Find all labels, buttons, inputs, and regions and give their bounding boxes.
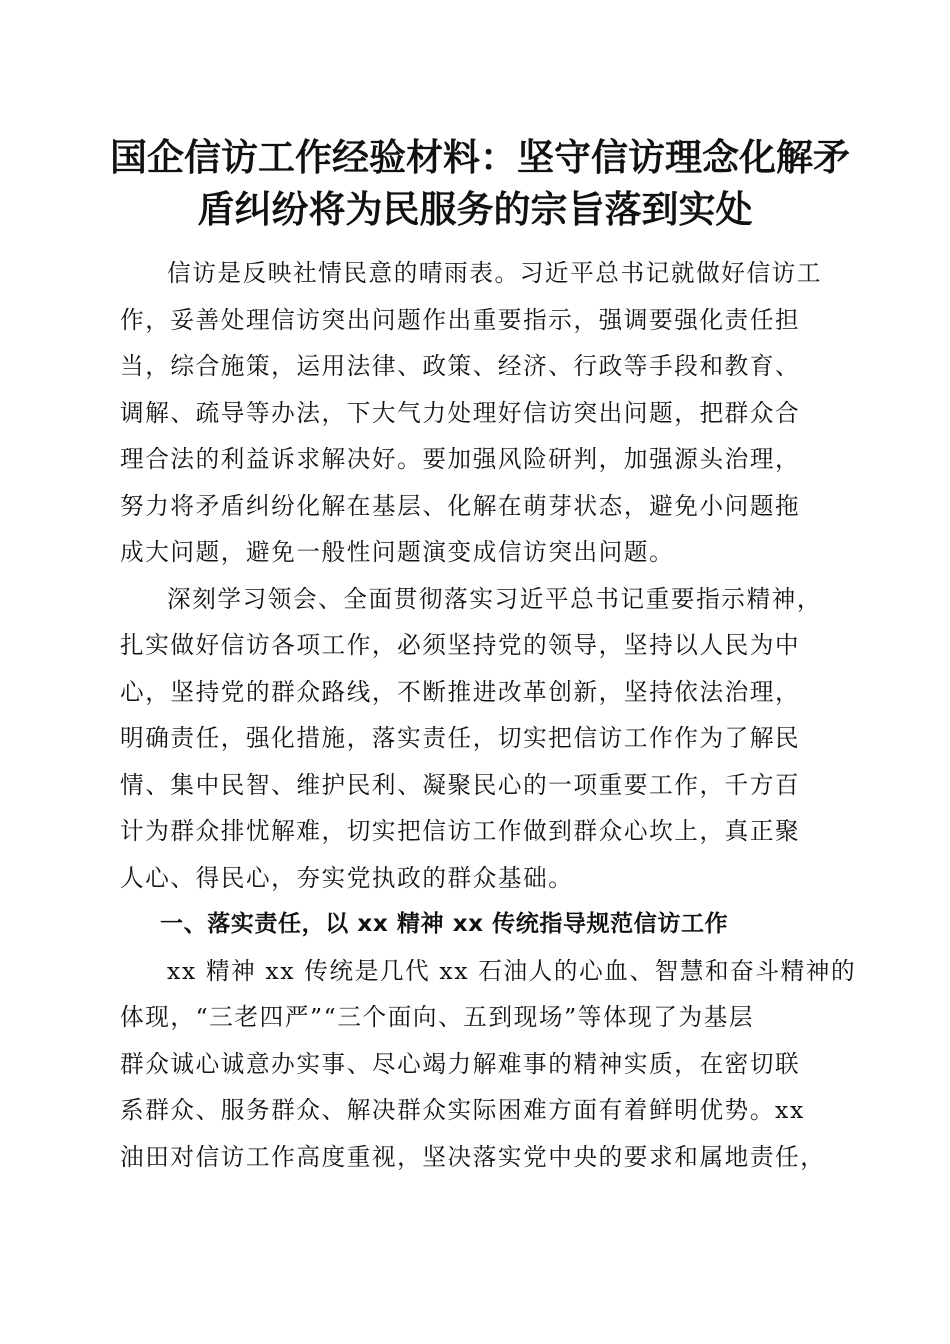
paragraph-line: 计为群众排忧解难，切实把信访工作做到群众心坎上，真正聚 bbox=[120, 817, 801, 845]
paragraph-line: 努力将矛盾纠纷化解在基层、化解在萌芽状态，避免小问题拖 bbox=[120, 491, 801, 520]
paragraph-line: 调解、疏导等办法，下大气力处理好信访突出问题，把群众合 bbox=[120, 398, 801, 427]
paragraph-line: 信访是反映社情民意的晴雨表。习近平总书记就做好信访工 bbox=[167, 259, 823, 287]
paragraph-1 bbox=[120, 250, 826, 576]
paragraph-line: xx 精神 xx 传统是几代 xx 石油人的心血、智慧和奋斗精神的 bbox=[167, 956, 857, 985]
paragraph-line: 人心、得民心，夯实党执政的群众基础。 bbox=[120, 863, 574, 892]
paragraph-line: 深刻学习领会、全面贯彻落实习近平总书记重要指示精神， bbox=[167, 584, 823, 613]
section-heading: 一、落实责任，以 xx 精神 xx 传统指导规范信访工作 bbox=[160, 911, 729, 937]
paragraph-line: 群众诚心诚意办实事、尽心竭力解难事的精神实质，在密切联 bbox=[120, 1049, 801, 1078]
paragraph-line: 理合法的利益诉求解决好。要加强风险研判，加强源头治理， bbox=[120, 445, 801, 473]
paragraph-line: 情、集中民智、维护民利、凝聚民心的一项重要工作，千方百 bbox=[120, 770, 801, 799]
paragraph-line: 明确责任，强化措施，落实责任，切实把信访工作作为了解民 bbox=[120, 724, 801, 752]
paragraph-line: 心，坚持党的群众路线，不断推进改革创新，坚持依法治理， bbox=[120, 677, 801, 706]
paragraph-line: 当，综合施策，运用法律、政策、经济、行政等手段和教育、 bbox=[120, 352, 801, 380]
paragraph-line: 油田对信访工作高度重视，坚决落实党中央的要求和属地责任， bbox=[120, 1142, 826, 1171]
document-title bbox=[110, 131, 850, 235]
title-line-2: 盾纠纷将为民服务的宗旨落到实处 bbox=[197, 187, 753, 231]
paragraph-line: 成大问题，避免一般性问题演变成信访突出问题。 bbox=[120, 538, 675, 566]
title-line-1: 国企信访工作经验材料：坚守信访理念化解矛 bbox=[110, 135, 850, 179]
paragraph-line: 扎实做好信访各项工作，必须坚持党的领导，坚持以人民为中 bbox=[120, 631, 801, 659]
paragraph-line: 系群众、服务群众、解决群众实际困难方面有着鲜明优势。xx bbox=[120, 1096, 805, 1124]
paragraph-3 bbox=[120, 948, 857, 1181]
paragraph-2 bbox=[120, 576, 826, 902]
paragraph-line: 体现，“三老四严”“三个面向、五到现场”等体现了为基层 bbox=[120, 1003, 755, 1031]
paragraph-line: 作，妥善处理信访突出问题作出重要指示，强调要强化责任担 bbox=[120, 305, 801, 334]
document-body bbox=[120, 250, 857, 1180]
